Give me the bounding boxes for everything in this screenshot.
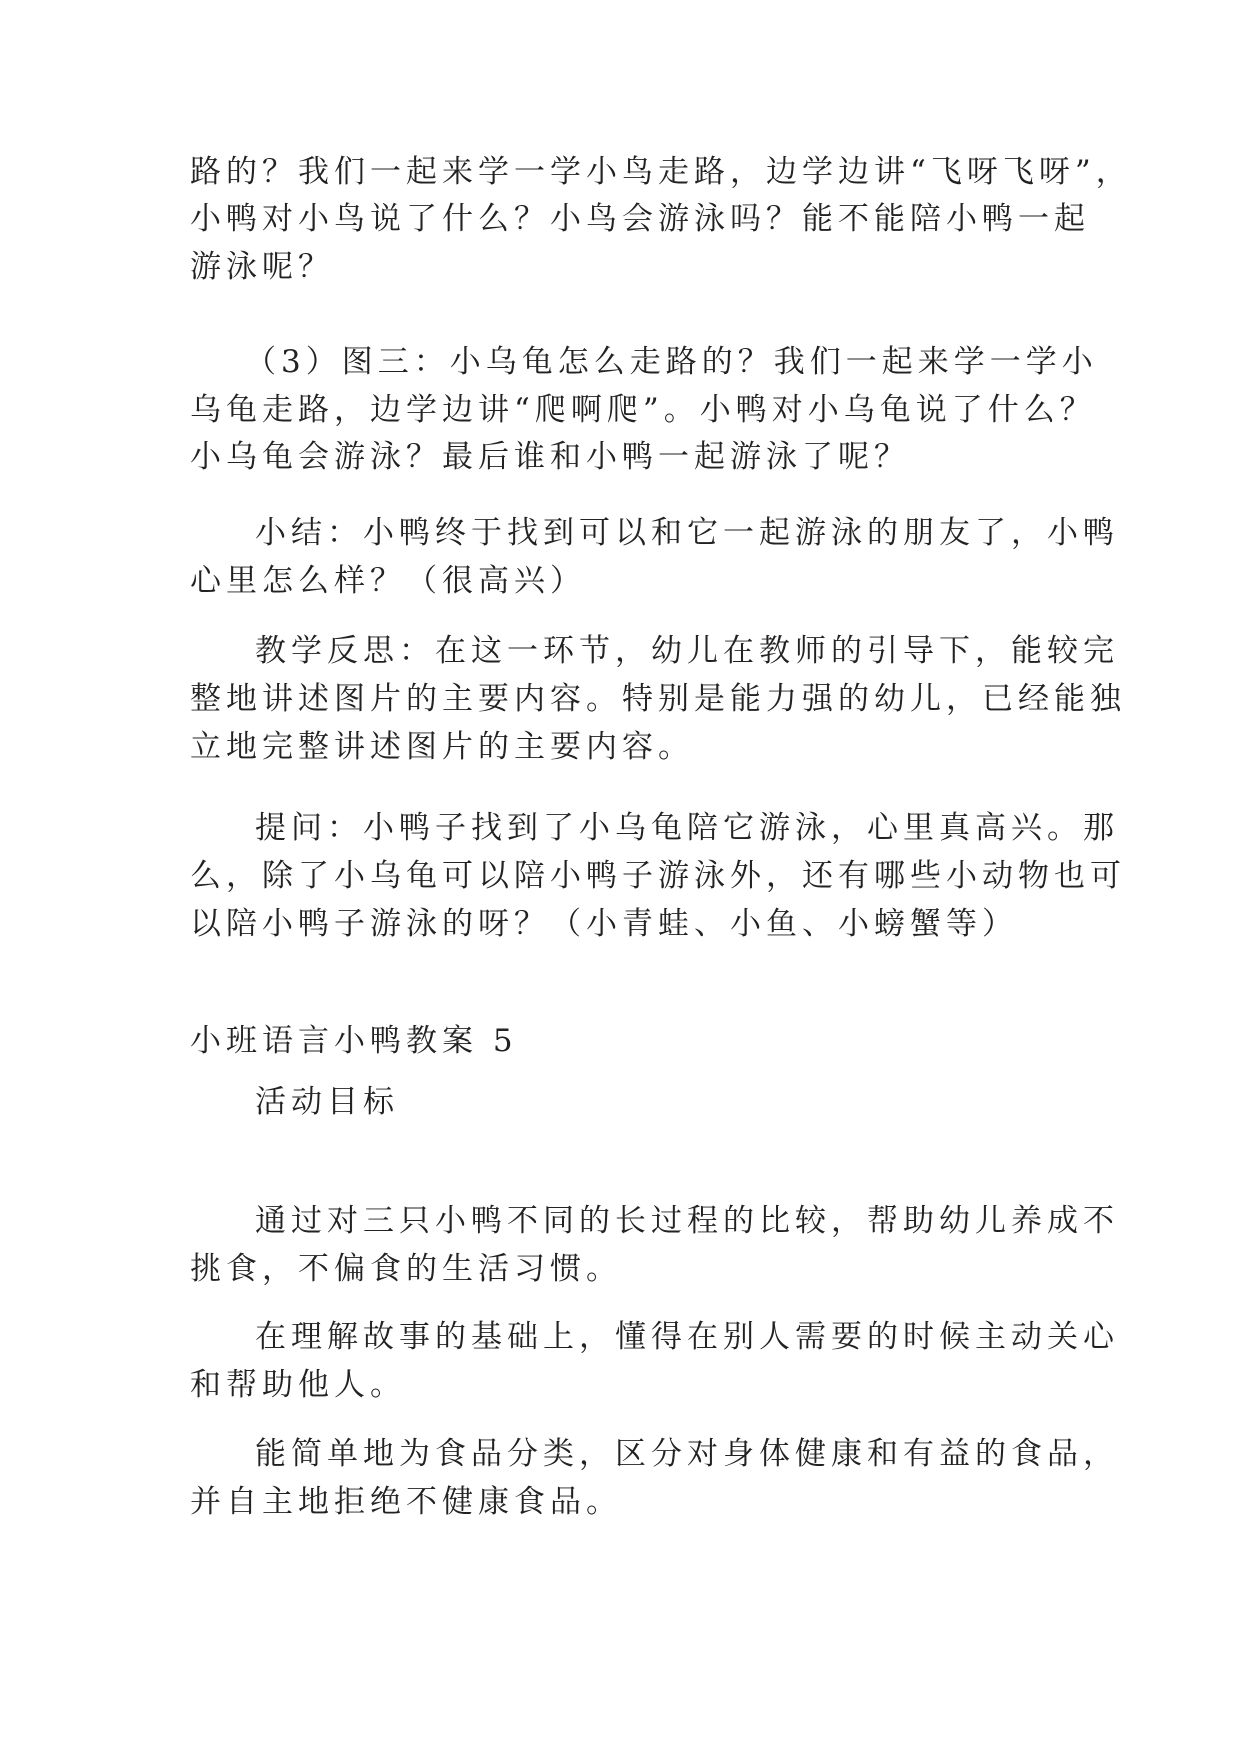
paragraph-line: 心里怎么样？（很高兴）: [190, 563, 586, 599]
paragraph-line: 小乌龟会游泳？最后谁和小鸭一起游泳了呢？: [190, 439, 910, 475]
paragraph-line: （3）图三：小乌龟怎么走路的？我们一起来学一学小: [245, 344, 1098, 380]
paragraph-line: 通过对三只小鸭不同的长过程的比较，帮助幼儿养成不: [255, 1203, 1119, 1239]
paragraph-line: 小结：小鸭终于找到可以和它一起游泳的朋友了，小鸭: [255, 515, 1119, 551]
subsection-heading: 活动目标: [255, 1084, 399, 1120]
section-title: 小班语言小鸭教案 5: [190, 1023, 518, 1059]
paragraph-line: 么，除了小乌龟可以陪小鸭子游泳外，还有哪些小动物也可: [190, 858, 1126, 894]
paragraph-line: 小鸭对小鸟说了什么？小鸟会游泳吗？能不能陪小鸭一起: [190, 201, 1090, 237]
paragraph-line: 并自主地拒绝不健康食品。: [190, 1484, 622, 1520]
paragraph-line: 立地完整讲述图片的主要内容。: [190, 729, 694, 765]
paragraph-line: 能简单地为食品分类，区分对身体健康和有益的食品，: [255, 1436, 1119, 1472]
paragraph-line: 在理解故事的基础上，懂得在别人需要的时候主动关心: [255, 1319, 1119, 1355]
paragraph-line: 教学反思：在这一环节，幼儿在教师的引导下，能较完: [255, 633, 1119, 669]
paragraph-line: 乌龟走路，边学边讲“爬啊爬”。小鸭对小乌龟说了什么？: [190, 392, 1096, 428]
paragraph-line: 提问：小鸭子找到了小乌龟陪它游泳，心里真高兴。那: [255, 810, 1119, 846]
paragraph-line: 和帮助他人。: [190, 1367, 406, 1403]
paragraph-line: 挑食，不偏食的生活习惯。: [190, 1251, 622, 1287]
paragraph-line: 路的？我们一起来学一学小鸟走路，边学边讲“飞呀飞呀”，: [190, 154, 1132, 190]
paragraph-line: 整地讲述图片的主要内容。特别是能力强的幼儿，已经能独: [190, 681, 1126, 717]
paragraph-line: 以陪小鸭子游泳的呀？（小青蛙、小鱼、小螃蟹等）: [190, 906, 1018, 942]
paragraph-line: 游泳呢？: [190, 249, 334, 285]
